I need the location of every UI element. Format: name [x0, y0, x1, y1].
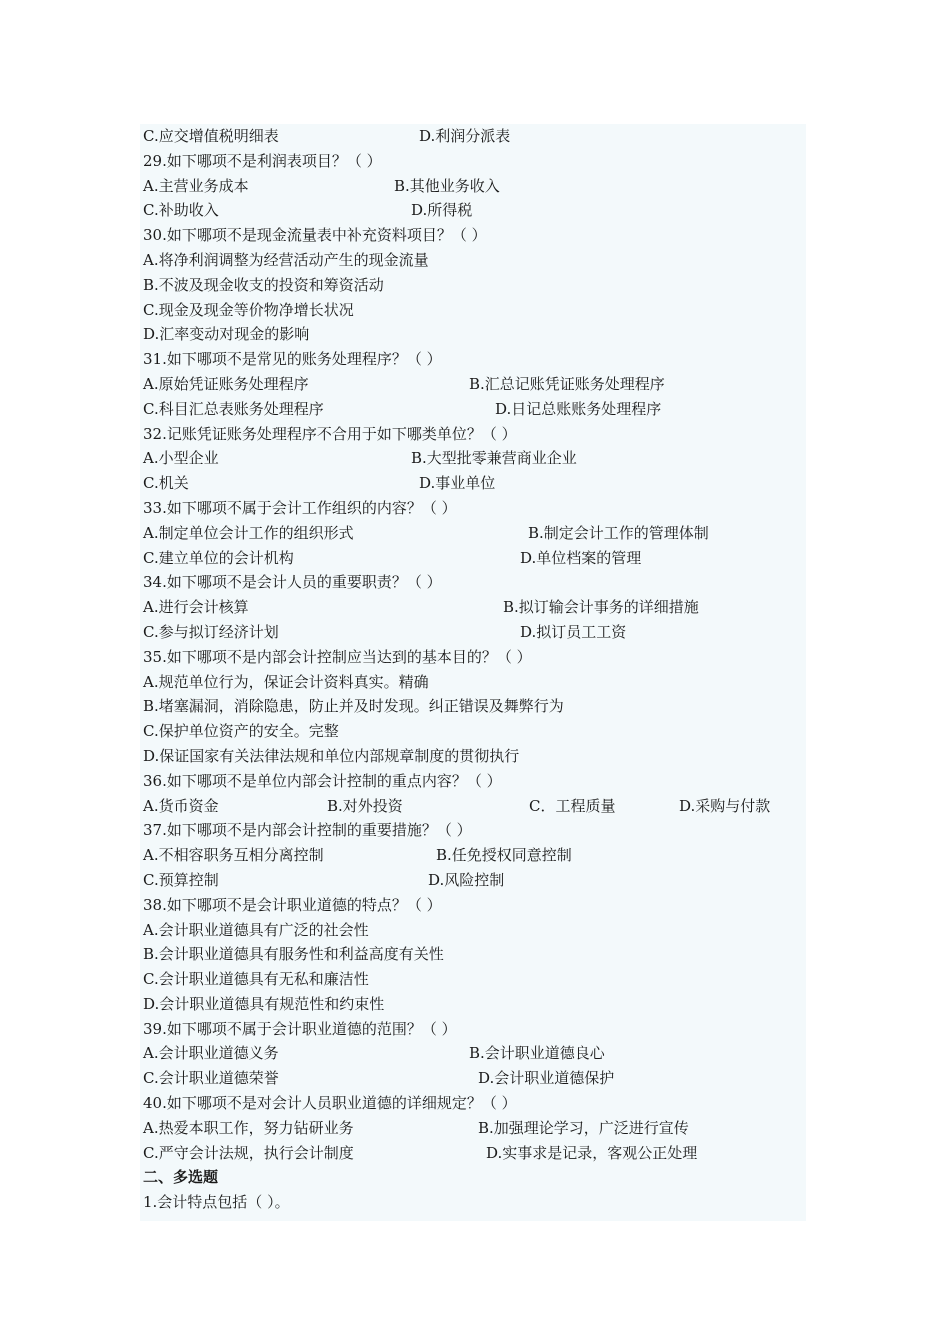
question-38: 38.如下哪项不是会计职业道德的特点？（ ） — [143, 895, 442, 914]
option-row — [143, 794, 803, 819]
option-d: D.会计职业道德保护 — [478, 1069, 615, 1088]
option-d: D.汇率变动对现金的影响 — [143, 325, 310, 344]
option-d: D.所得税 — [411, 201, 473, 220]
option-a: A.制定单位会计工作的组织形式 — [143, 523, 354, 542]
option-b: B.大型批零兼营商业企业 — [411, 449, 577, 468]
option-b: B.制定会计工作的管理体制 — [528, 523, 709, 542]
option-c: C.严守会计法规，执行会计制度 — [143, 1143, 354, 1162]
option-d: D.实事求是记录，客观公正处理 — [486, 1143, 698, 1162]
option-b: B.会计职业道德良心 — [469, 1044, 605, 1063]
option-a: A.规范单位行为，保证会计资料真实。精确 — [143, 672, 429, 691]
option-row — [143, 1041, 803, 1066]
option-d: D.事业单位 — [419, 474, 496, 493]
option-b: B.汇总记账凭证账务处理程序 — [469, 374, 665, 393]
option-c: C.补助收入 — [143, 201, 219, 220]
option-row — [143, 546, 803, 571]
option-d: D.会计职业道德具有规范性和约束性 — [143, 994, 385, 1013]
question-multi-1: 1.会计特点包括（ ）。 — [143, 1193, 290, 1212]
question-34: 34.如下哪项不是会计人员的重要职责？（ ） — [143, 573, 442, 592]
option-c: C.建立单位的会计机构 — [143, 548, 294, 567]
option-a: A.将净利润调整为经营活动产生的现金流量 — [143, 250, 429, 269]
option-d: D.单位档案的管理 — [520, 548, 642, 567]
question-33: 33.如下哪项不属于会计工作组织的内容？（ ） — [143, 498, 457, 517]
option-row — [143, 620, 803, 645]
option-c: C.现金及现金等价物净增长状况 — [143, 300, 354, 319]
option-row — [143, 372, 803, 397]
option-a: A.进行会计核算 — [143, 598, 249, 617]
option-d: D.日记总账账务处理程序 — [495, 399, 662, 418]
option-a: A.会计职业道德义务 — [143, 1044, 279, 1063]
option-c: C.预算控制 — [143, 870, 219, 889]
option-b: B.会计职业道德具有服务性和利益高度有关性 — [143, 945, 444, 964]
option-c: C.应交增值税明细表 — [143, 127, 279, 145]
option-b: B.不波及现金收支的投资和筹资活动 — [143, 275, 384, 294]
option-row — [143, 521, 803, 546]
option-a: A.主营业务成本 — [143, 176, 249, 195]
option-a: A.货币资金 — [143, 796, 219, 815]
option-row — [143, 446, 803, 471]
question-list — [143, 124, 803, 1215]
question-32: 32.记账凭证账务处理程序不合用于如下哪类单位？（ ） — [143, 424, 517, 443]
question-36: 36.如下哪项不是单位内部会计控制的重点内容？（ ） — [143, 771, 502, 790]
question-40: 40.如下哪项不是对会计人员职业道德的详细规定？（ ） — [143, 1094, 517, 1113]
option-row — [143, 471, 803, 496]
option-b: B.任免授权同意控制 — [436, 846, 572, 865]
question-37: 37.如下哪项不是内部会计控制的重要措施？（ ） — [143, 821, 472, 840]
option-b: B.堵塞漏洞，消除隐患，防止并及时发现。纠正错误及舞弊行为 — [143, 697, 564, 716]
option-a: A.小型企业 — [143, 449, 219, 468]
option-b: B.拟订输会计事务的详细措施 — [503, 598, 699, 617]
question-39: 39.如下哪项不属于会计职业道德的范围？（ ） — [143, 1019, 457, 1038]
option-row — [143, 843, 803, 868]
option-row — [143, 124, 803, 149]
option-row — [143, 1066, 803, 1091]
option-row — [143, 174, 803, 199]
section-heading: 二、多选题 — [143, 1168, 219, 1187]
option-b: B.对外投资 — [327, 796, 403, 815]
option-d: D.保证国家有关法律法规和单位内部规章制度的贯彻执行 — [143, 746, 520, 765]
option-c: C.会计职业道德具有无私和廉洁性 — [143, 970, 369, 989]
option-row — [143, 868, 803, 893]
option-b: B.其他业务收入 — [394, 176, 500, 195]
option-c: C．工程质量 — [529, 796, 616, 815]
option-row — [143, 1141, 803, 1166]
option-row — [143, 198, 803, 223]
question-30: 30.如下哪项不是现金流量表中补充资料项目？（ ） — [143, 226, 487, 245]
option-d: D.拟订员工工资 — [520, 622, 627, 641]
option-row — [143, 1116, 803, 1141]
option-d: D.采购与付款 — [679, 796, 771, 815]
option-a: A.原始凭证账务处理程序 — [143, 374, 309, 393]
question-29: 29.如下哪项不是利润表项目？（ ） — [143, 151, 382, 170]
option-row — [143, 397, 803, 422]
option-a: A.热爱本职工作，努力钻研业务 — [143, 1118, 354, 1137]
option-row — [143, 595, 803, 620]
option-b: B.加强理论学习，广泛进行宣传 — [478, 1118, 689, 1137]
question-35: 35.如下哪项不是内部会计控制应当达到的基本目的？（ ） — [143, 647, 532, 666]
option-c: C.科目汇总表账务处理程序 — [143, 399, 324, 418]
option-d: D.利润分派表 — [419, 127, 511, 145]
option-c: C.机关 — [143, 474, 189, 493]
option-d: D.风险控制 — [428, 870, 505, 889]
option-c: C.保护单位资产的安全。完整 — [143, 722, 339, 741]
option-c: C.会计职业道德荣誉 — [143, 1069, 279, 1088]
option-a: A.会计职业道德具有广泛的社会性 — [143, 920, 369, 939]
question-31: 31.如下哪项不是常见的账务处理程序？（ ） — [143, 350, 442, 369]
option-a: A.不相容职务互相分离控制 — [143, 846, 324, 865]
option-c: C.参与拟订经济计划 — [143, 622, 279, 641]
